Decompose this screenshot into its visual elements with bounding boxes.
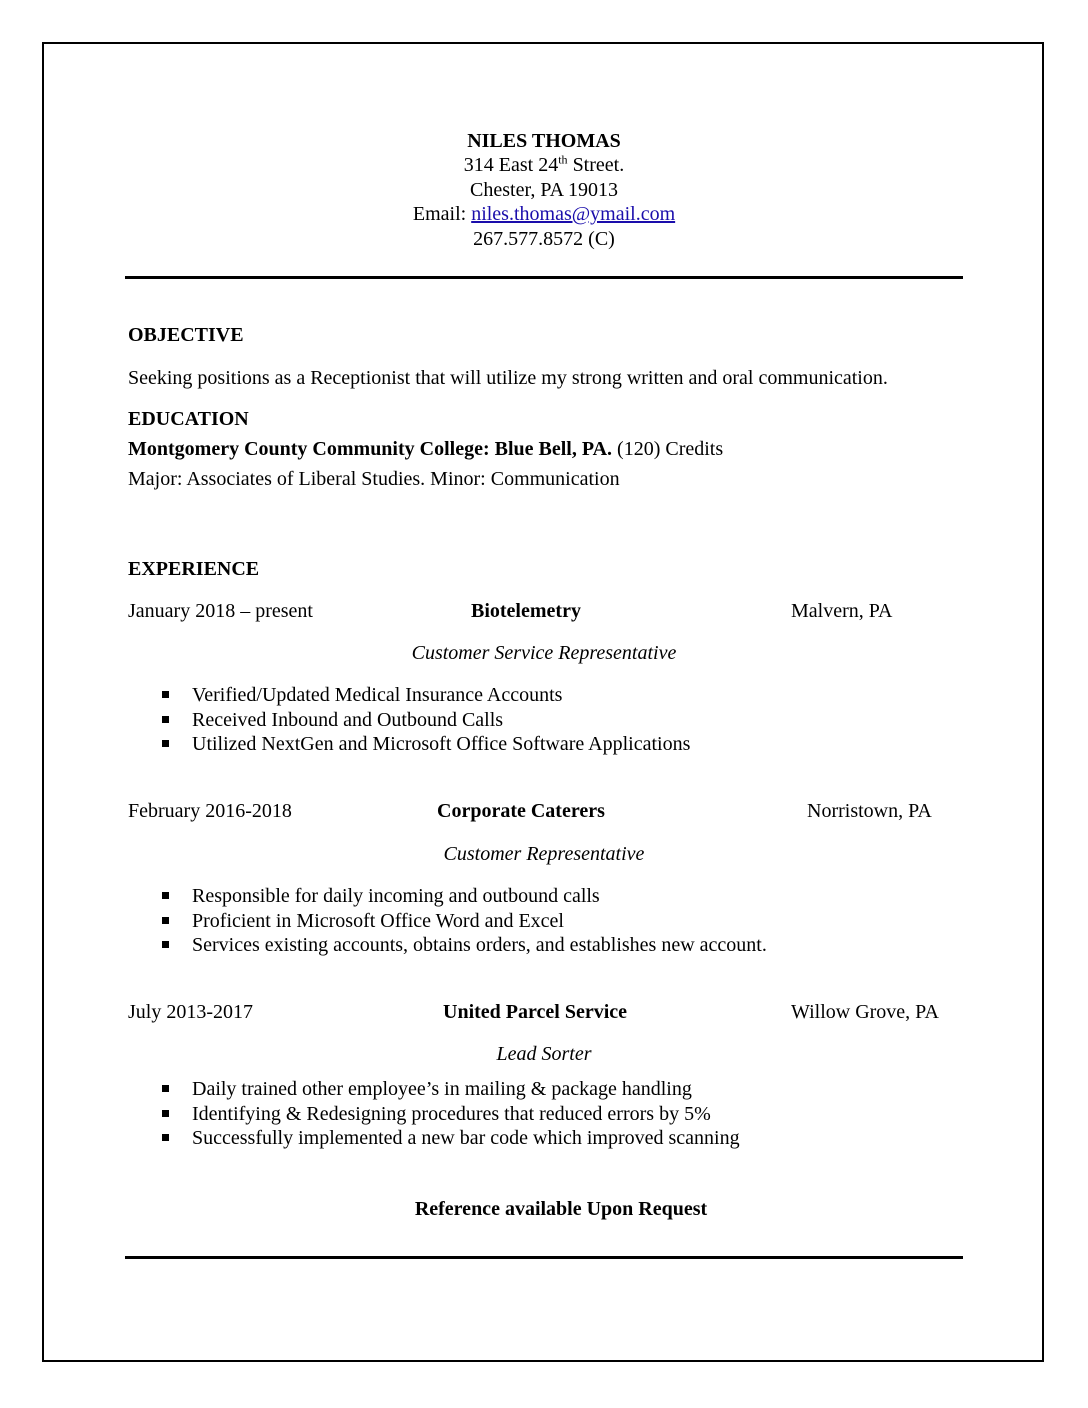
square-bullet-icon <box>162 740 169 747</box>
job-bullet-list <box>160 683 690 757</box>
education-heading: EDUCATION <box>128 408 249 430</box>
square-bullet-icon <box>162 917 169 924</box>
job-company: Biotelemetry <box>471 600 581 622</box>
address-ordinal: th <box>558 152 568 167</box>
job-title: Customer Service Representative <box>411 642 677 664</box>
list-item: Proficient in Microsoft Office Word and Excel <box>160 909 767 934</box>
list-item: Verified/Updated Medical Insurance Accounts <box>160 683 690 708</box>
list-item: Utilized NextGen and Microsoft Office Software Applications <box>160 732 690 757</box>
list-item: Daily trained other employee’s in mailing & package handling <box>160 1077 740 1102</box>
job-location: Malvern, PA <box>791 600 893 622</box>
experience-heading: EXPERIENCE <box>128 558 260 580</box>
candidate-name: NILES THOMAS <box>467 130 621 152</box>
footer-divider <box>125 1256 963 1259</box>
square-bullet-icon <box>162 716 169 723</box>
objective-text: Seeking positions as a Receptionist that will utilize my strong written and oral communication. <box>128 367 888 389</box>
email-label: Email: <box>412 203 472 225</box>
list-item: Identifying & Redesigning procedures that reduced errors by 5% <box>160 1102 740 1127</box>
square-bullet-icon <box>162 1134 169 1141</box>
list-item: Responsible for daily incoming and outbound calls <box>160 884 767 909</box>
job-title: Customer Representative <box>443 843 645 865</box>
address-street: Street. <box>567 154 625 176</box>
email-line <box>0 202 1088 226</box>
job-dates: January 2018 – present <box>128 600 313 622</box>
square-bullet-icon <box>162 1085 169 1092</box>
square-bullet-icon <box>162 892 169 899</box>
job-bullet-list <box>160 884 767 958</box>
email-link[interactable]: niles.thomas@ymail.com <box>471 203 676 225</box>
square-bullet-icon <box>162 941 169 948</box>
reference-note: Reference available Upon Request <box>414 1198 708 1220</box>
job-title: Lead Sorter <box>496 1043 592 1065</box>
job-location: Willow Grove, PA <box>791 1001 939 1023</box>
education-school: Montgomery County Community College: Blue Bell, PA. <box>128 438 613 460</box>
list-item: Services existing accounts, obtains orders, and establishes new account. <box>160 933 767 958</box>
city-line: Chester, PA 19013 <box>470 179 618 201</box>
job-bullet-list <box>160 1077 740 1151</box>
header-divider <box>125 276 963 279</box>
job-location: Norristown, PA <box>807 800 932 822</box>
list-item: Received Inbound and Outbound Calls <box>160 708 690 733</box>
job-dates: February 2016-2018 <box>128 800 292 822</box>
job-company: United Parcel Service <box>443 1001 628 1023</box>
phone-line: 267.577.8572 (C) <box>473 228 615 250</box>
address-line <box>0 153 1088 177</box>
education-major: Major: Associates of Liberal Studies. Minor: Communication <box>128 468 620 490</box>
objective-heading: OBJECTIVE <box>128 324 244 346</box>
list-item: Successfully implemented a new bar code which improved scanning <box>160 1126 740 1151</box>
education-school-line <box>128 437 723 461</box>
job-company: Corporate Caterers <box>437 800 605 822</box>
square-bullet-icon <box>162 691 169 698</box>
education-credits: (120) Credits <box>612 438 724 460</box>
job-dates: July 2013-2017 <box>128 1001 253 1023</box>
square-bullet-icon <box>162 1110 169 1117</box>
address-number: 314 East 24 <box>463 154 559 176</box>
